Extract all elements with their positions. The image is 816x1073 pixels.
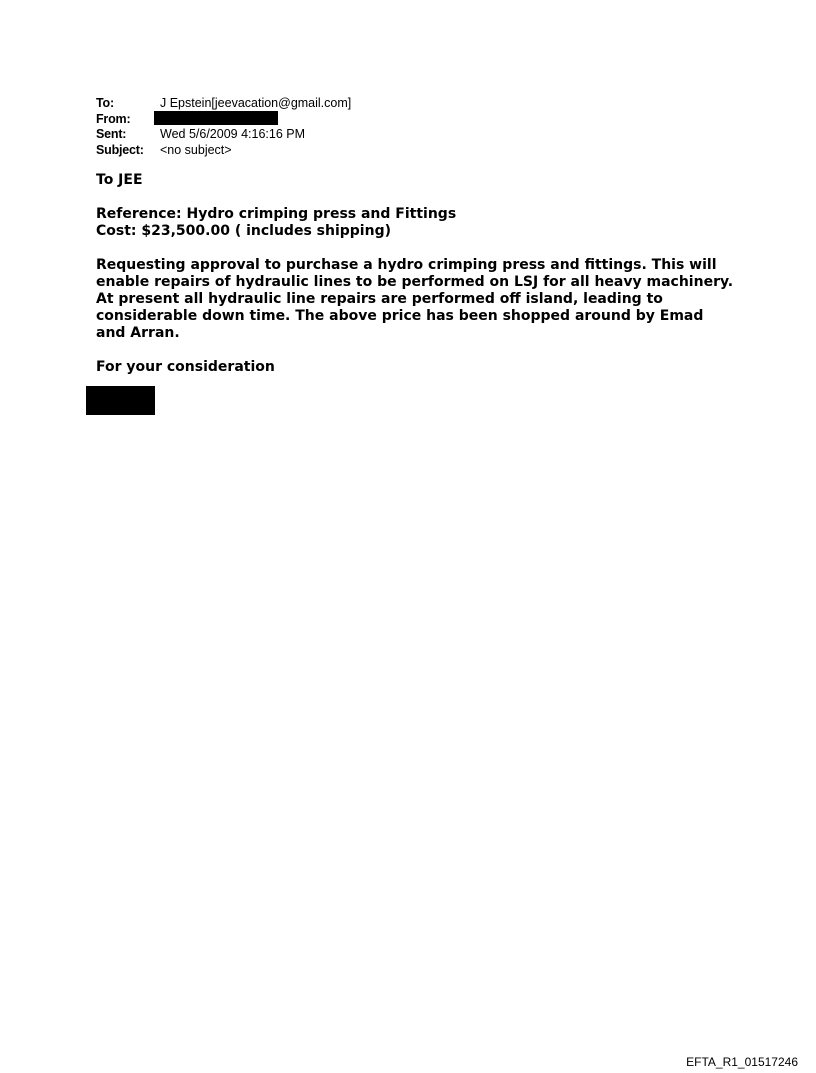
from-redaction-box bbox=[154, 111, 278, 125]
sent-value: Wed 5/6/2009 4:16:16 PM bbox=[160, 127, 306, 141]
to-row bbox=[96, 96, 351, 112]
to-value: J Epstein[jeevacation@gmail.com] bbox=[160, 96, 352, 110]
to-label: To: bbox=[96, 96, 114, 110]
subject-row bbox=[96, 143, 351, 159]
greeting: To JEE bbox=[96, 172, 143, 188]
sent-row bbox=[96, 127, 351, 143]
email-header bbox=[96, 96, 351, 158]
reference-line: Reference: Hydro crimping press and Fittings bbox=[96, 206, 457, 222]
signature-redaction-box bbox=[86, 386, 155, 415]
subject-value: <no subject> bbox=[160, 142, 232, 157]
closing-line: For your consideration bbox=[96, 359, 275, 375]
email-body bbox=[96, 172, 736, 393]
reference-block bbox=[96, 206, 736, 240]
request-paragraph: Requesting approval to purchase a hydro crimping press and fittings. This will enable repairs of hydraulic lines to be performed on LSJ for all heavy machinery. At present all hydraulic line repairs are performed off island, leading to considerable down time. The above price has been shopped around by Emad and Arran. bbox=[96, 257, 734, 341]
subject-label: Subject: bbox=[96, 142, 144, 157]
document-id: EFTA_R1_01517246 bbox=[686, 1055, 798, 1069]
from-row bbox=[96, 112, 351, 128]
from-label: From: bbox=[96, 111, 131, 126]
cost-line: Cost: $23,500.00 ( includes shipping) bbox=[96, 223, 391, 239]
sent-label: Sent: bbox=[96, 127, 127, 141]
